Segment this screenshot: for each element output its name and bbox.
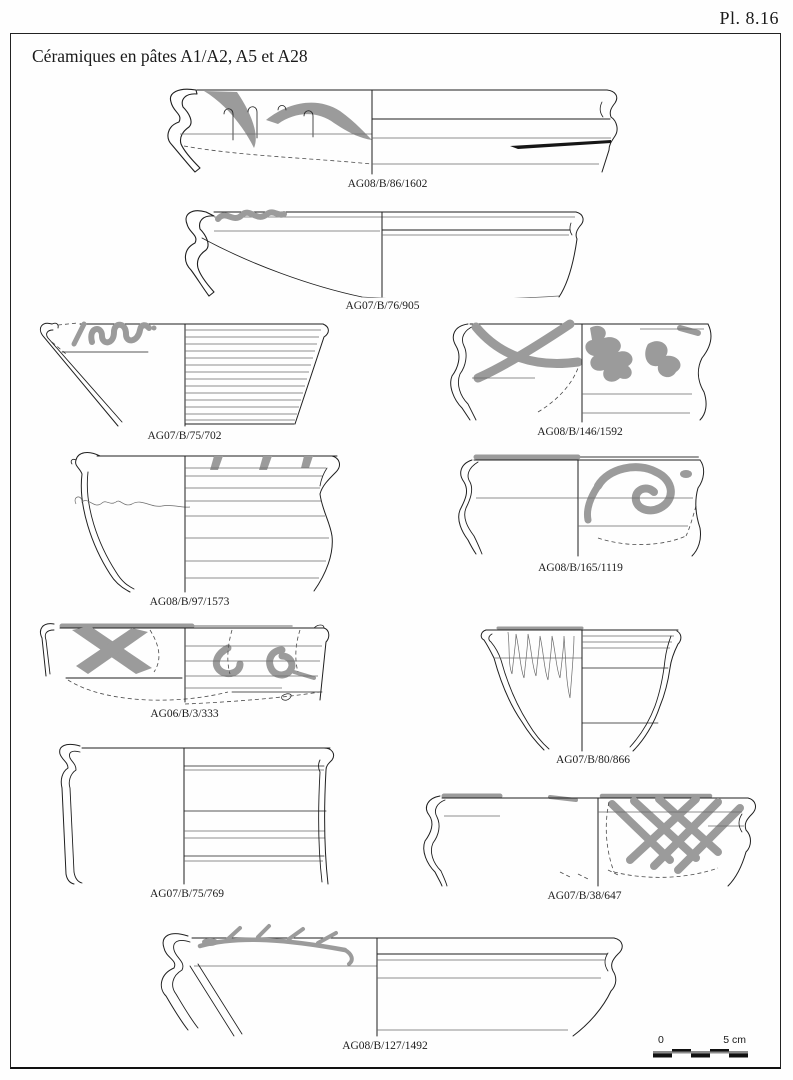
vessel-drawing	[448, 448, 713, 560]
vessel-drawing	[32, 736, 342, 886]
plate-title: Céramiques en pâtes A1/A2, A5 et A28	[32, 46, 308, 66]
vessel-figure-1	[150, 82, 625, 190]
vessel-drawing	[32, 316, 337, 428]
vessel-figure-11	[140, 922, 630, 1052]
vessel-drawing	[32, 616, 337, 706]
scale-bar	[652, 1034, 750, 1066]
vessel-figure-6	[448, 448, 713, 574]
plate-number: Pl. 8.16	[719, 8, 779, 28]
vessel-drawing	[150, 82, 625, 176]
vessel-label: AG08/B/86/1602	[347, 178, 428, 190]
vessel-figure-4	[440, 316, 720, 438]
scale-bar-graphic	[652, 1047, 750, 1061]
vessel-label: AG07/B/80/866	[555, 754, 631, 766]
vessel-figure-2	[170, 202, 595, 312]
vessel-drawing	[140, 922, 630, 1038]
vessel-figure-9	[32, 736, 342, 900]
vessel-label: AG08/B/165/1119	[538, 562, 623, 574]
scale-end-label: 5 cm	[723, 1034, 746, 1046]
vessel-drawing	[32, 446, 347, 594]
vessel-figure-10	[412, 788, 757, 902]
vessel-figure-7	[32, 616, 337, 720]
vessel-label: AG07/B/75/702	[147, 430, 222, 442]
vessel-drawing	[478, 606, 708, 752]
scale-zero-label: 0	[658, 1034, 664, 1046]
vessel-figure-5	[32, 446, 347, 608]
vessel-drawing	[412, 788, 757, 888]
vessel-label: AG07/B/38/647	[547, 890, 622, 902]
vessel-label: AG07/B/76/905	[345, 300, 420, 312]
vessel-drawing	[440, 316, 720, 424]
vessel-figure-3	[32, 316, 337, 442]
vessel-figure-8	[478, 606, 708, 766]
vessel-label: AG08/B/97/1573	[149, 596, 230, 608]
vessel-label: AG07/B/75/769	[149, 888, 225, 900]
vessel-label: AG06/B/3/333	[150, 708, 219, 720]
vessel-label: AG08/B/146/1592	[537, 426, 623, 438]
vessel-label: AG08/B/127/1492	[342, 1040, 428, 1052]
vessel-drawing	[170, 202, 595, 298]
